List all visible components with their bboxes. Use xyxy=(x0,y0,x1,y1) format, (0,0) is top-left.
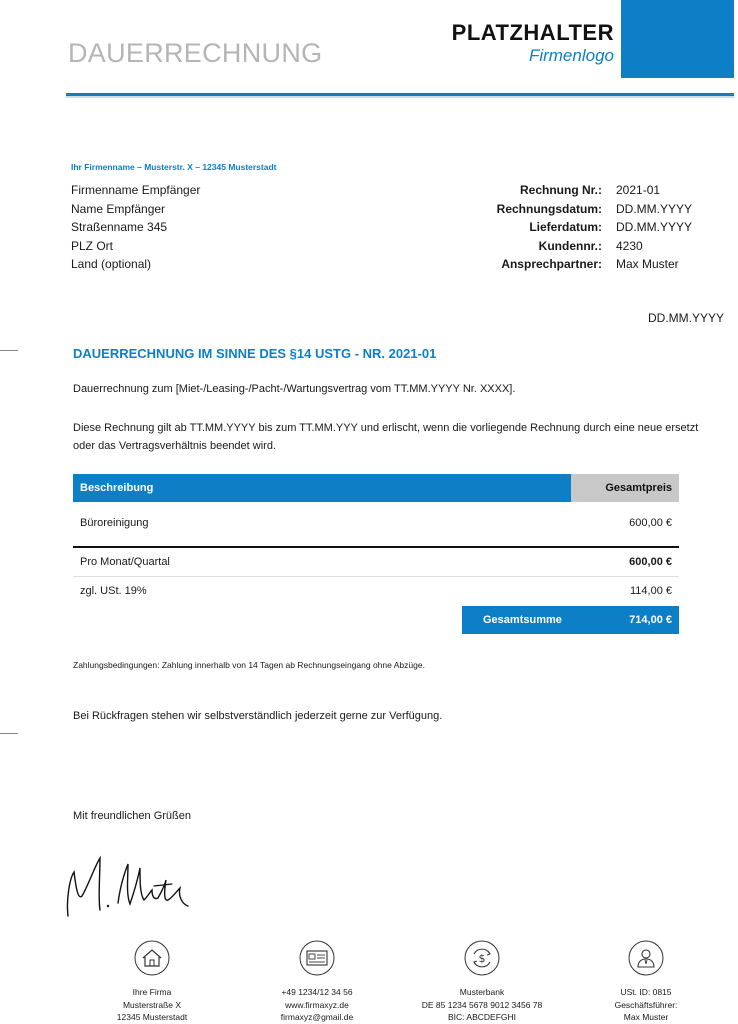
footer-bic: BIC: ABCDEFGHI xyxy=(447,1012,516,1022)
questions-note: Bei Rückfragen stehen wir selbstverständlich jederzeit gerne zur Verfügung. xyxy=(73,710,443,722)
grand-total-label: Gesamtsumme xyxy=(483,614,562,626)
logo-placeholder xyxy=(452,20,614,66)
logo-sub-text: Firmenlogo xyxy=(528,46,614,65)
tax-value: 114,00 € xyxy=(629,585,672,597)
document-date: DD.MM.YYYY xyxy=(647,311,724,325)
invoice-meta xyxy=(470,181,726,274)
recipient-city: PLZ Ort xyxy=(71,238,114,253)
meta-row-delivery-date xyxy=(470,218,726,237)
footer-company-street: Musterstraße X xyxy=(122,999,182,1010)
sender-address-line: Ihr Firmenname – Musterstr. X – 12345 Musterstadt xyxy=(71,162,277,172)
footer-iban: DE 85 1234 5678 9012 3456 78 xyxy=(421,999,543,1010)
meta-value: 2021-01 xyxy=(616,183,661,197)
footer-bank xyxy=(402,940,562,1024)
meta-label: Kundennr.: xyxy=(538,238,602,253)
meta-label: Rechnung Nr.: xyxy=(519,183,602,197)
grand-total-bar xyxy=(462,606,679,634)
svg-text:$: $ xyxy=(478,952,486,965)
meta-value: 4230 xyxy=(616,238,643,253)
footer-ceo-name: Max Muster xyxy=(623,1012,669,1022)
recipient-street: Straßenname 345 xyxy=(71,220,168,234)
meta-value: DD.MM.YYYY xyxy=(616,201,693,216)
signature xyxy=(60,848,195,923)
contact-card-icon xyxy=(299,940,335,976)
footer-website: www.firmaxyz.de xyxy=(285,999,349,1010)
footer-ceo-label: Geschäftsführer: xyxy=(614,999,678,1010)
table-divider-light xyxy=(73,576,679,577)
tax-row xyxy=(73,585,679,597)
manager-icon xyxy=(628,940,664,976)
meta-row-contact xyxy=(470,255,726,274)
house-icon xyxy=(134,940,170,976)
footer-vat-id: USt. ID: 0815 xyxy=(620,987,672,997)
footer-company-city: 12345 Musterstadt xyxy=(116,1012,188,1022)
footer-email: firmaxyz@gmail.de xyxy=(280,1012,354,1022)
intro-text: Dauerrechnung zum [Miet-/Leasing-/Pacht-/Wartungsvertrag vom TT.MM.YYYY Nr. XXXX]. xyxy=(73,383,516,395)
meta-label: Lieferdatum: xyxy=(529,220,602,234)
tax-label: zgl. USt. 19% xyxy=(80,585,147,597)
logo-main-text: PLATZHALTER xyxy=(451,20,614,45)
table-row xyxy=(73,517,679,529)
invoice-heading: DAUERRECHNUNG IM SINNE DES §14 USTG - NR. 2021-01 xyxy=(73,346,437,361)
footer-contact xyxy=(237,940,397,1024)
grand-total-value: 714,00 € xyxy=(629,614,672,626)
meta-label: Ansprechpartner: xyxy=(501,257,602,271)
payment-terms: Zahlungsbedingungen: Zahlung innerhalb von 14 Tagen ab Rechnungseingang ohne Abzüge. xyxy=(73,660,425,670)
recipient-company: Firmenname Empfänger xyxy=(71,183,201,197)
bank-exchange-icon xyxy=(464,940,500,976)
meta-row-invoice-no xyxy=(470,181,726,200)
fold-mark-bottom xyxy=(0,733,18,734)
fold-mark-top xyxy=(0,350,18,351)
subtotal-label: Pro Monat/Quartal xyxy=(80,556,170,568)
recipient-address xyxy=(71,181,200,274)
document-title: DAUERRECHNUNG xyxy=(68,38,323,68)
meta-value: DD.MM.YYYY xyxy=(616,220,693,234)
subtotal-row xyxy=(73,556,679,568)
column-header-total: Gesamtpreis xyxy=(571,474,679,502)
closing-greeting: Mit freundlichen Grüßen xyxy=(73,810,191,822)
item-total: 600,00 € xyxy=(629,517,672,529)
items-table-header xyxy=(73,474,679,502)
column-header-description: Beschreibung xyxy=(73,474,571,502)
table-divider xyxy=(73,546,679,548)
item-description: Büroreinigung xyxy=(80,517,149,529)
footer-legal xyxy=(566,940,726,1024)
meta-row-customer-no xyxy=(470,237,726,256)
footer-company-name: Ihre Firma xyxy=(132,987,172,997)
subtotal-value: 600,00 € xyxy=(629,556,672,568)
meta-row-invoice-date xyxy=(470,200,726,219)
footer-phone: +49 1234/12 34 56 xyxy=(281,987,353,997)
footer-bank-name: Musterbank xyxy=(459,987,505,997)
header-divider-shadow xyxy=(66,96,734,98)
validity-text: Diese Rechnung gilt ab TT.MM.YYYY bis zum TT.MM.YYY und erlischt, wenn die vorliegende Rechnung durch eine neue ersetzt oder das Vertragsverhältnis beendet wird. xyxy=(73,422,699,452)
footer-company xyxy=(72,940,232,1024)
recipient-country: Land (optional) xyxy=(71,257,152,271)
meta-value: Max Muster xyxy=(616,257,679,271)
recipient-name: Name Empfänger xyxy=(71,201,166,216)
meta-label: Rechnungsdatum: xyxy=(496,201,602,216)
logo-color-block xyxy=(621,0,734,78)
